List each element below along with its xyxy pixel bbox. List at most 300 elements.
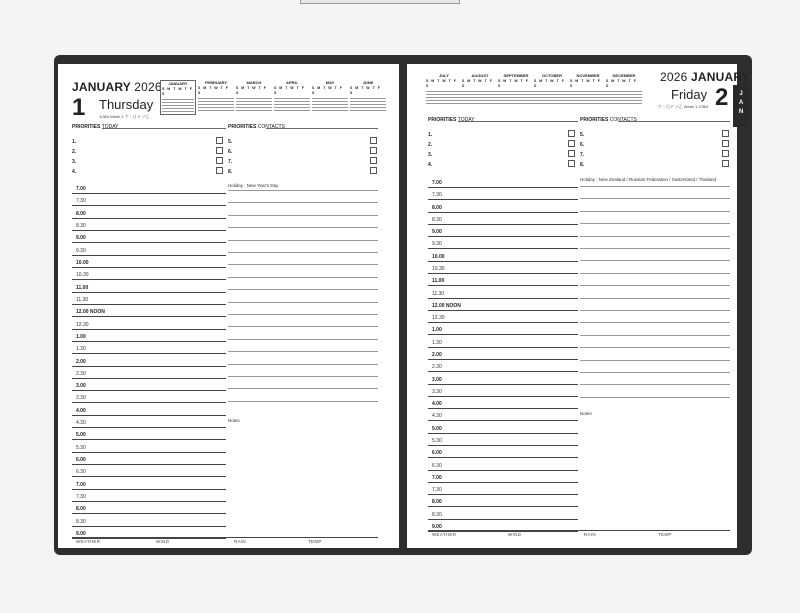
time-label: 11.00	[432, 278, 445, 285]
time-label: 7.30	[76, 494, 86, 501]
mini-calendar-dates	[498, 94, 534, 95]
appointment-line[interactable]	[428, 445, 578, 446]
priority-number: 3.	[72, 159, 77, 165]
mini-calendar-dates	[350, 104, 386, 105]
appointment-line[interactable]	[72, 353, 226, 354]
priority-checkbox[interactable]	[216, 167, 223, 174]
time-label: 8.00	[76, 506, 86, 513]
appointment-line[interactable]	[428, 334, 578, 335]
priorities-label: PRIORITIES	[428, 117, 458, 123]
notes-line[interactable]	[228, 326, 378, 327]
appointment-line[interactable]	[428, 408, 578, 409]
appointment-line[interactable]	[72, 279, 226, 280]
mini-calendar	[462, 73, 498, 106]
priority-number: 4.	[72, 169, 77, 175]
notes-line[interactable]	[580, 248, 730, 249]
priority-number: 7.	[580, 152, 585, 158]
appointment-line[interactable]	[72, 501, 226, 502]
day-info: 1/364 Week 1 ケ・日 F ソ乙	[99, 114, 150, 119]
appointment-line[interactable]	[428, 420, 578, 421]
time-label: 2.30	[76, 370, 86, 377]
mini-calendar-dates	[426, 100, 462, 101]
appointment-line[interactable]	[72, 230, 226, 231]
mini-calendar-month: SEPTEMBER	[503, 73, 529, 78]
month-name: JANUARY	[691, 70, 751, 84]
mini-calendar	[570, 73, 606, 106]
footer-rain-label: RAIN	[584, 532, 596, 537]
time-label: 5.00	[76, 432, 86, 439]
notes-line[interactable]	[228, 227, 378, 228]
appointment-line[interactable]	[72, 415, 226, 416]
section-rule	[266, 128, 378, 129]
time-label: 2.30	[432, 364, 442, 371]
mini-calendar	[426, 73, 462, 106]
mini-calendar-dates	[426, 103, 462, 104]
time-label: 6.00	[432, 450, 442, 457]
mini-calendar	[312, 80, 348, 113]
mini-calendar-month: JANUARY	[168, 81, 188, 86]
priority-number: 2.	[428, 142, 433, 148]
notes-line[interactable]	[228, 264, 378, 265]
time-label: 11.30	[76, 296, 89, 303]
priority-number: 1.	[72, 139, 77, 145]
time-label: 9.30	[76, 247, 86, 254]
appointment-line[interactable]	[428, 371, 578, 372]
time-label: 3.00	[432, 376, 442, 383]
notes-line[interactable]	[580, 260, 730, 261]
notes-line[interactable]	[580, 223, 730, 224]
priority-checkbox[interactable]	[722, 160, 729, 167]
appointment-line[interactable]	[428, 359, 578, 360]
mini-calendar-dates	[162, 108, 194, 109]
appointment-line[interactable]	[72, 390, 226, 391]
mini-calendar-dates	[462, 94, 498, 95]
mini-calendar-month: JULY	[439, 73, 449, 78]
appointment-line[interactable]	[72, 255, 226, 256]
notes-line[interactable]	[580, 298, 730, 299]
mini-calendar-month: OCTOBER	[542, 73, 562, 78]
mini-calendar-dates	[162, 102, 194, 103]
mini-calendar-dates	[534, 94, 570, 95]
time-label: 9.00	[76, 235, 86, 242]
notes-line[interactable]	[580, 198, 730, 199]
appointment-line[interactable]	[72, 402, 226, 403]
mini-calendar-weekdays: S M T W T F S	[198, 86, 229, 95]
notes-line[interactable]	[580, 397, 730, 398]
priority-checkbox[interactable]	[370, 167, 377, 174]
day-name: Friday	[671, 87, 708, 102]
time-label: 8.30	[432, 511, 442, 518]
mini-calendar-dates	[162, 111, 194, 112]
notes-line[interactable]	[228, 351, 378, 352]
notes-line[interactable]	[580, 322, 730, 323]
mini-calendar	[274, 80, 310, 113]
mini-calendar-dates	[312, 101, 348, 102]
footer-weather-label: WEATHER	[432, 532, 457, 537]
appointment-line[interactable]	[428, 236, 578, 237]
time-label: 8.30	[432, 216, 442, 223]
priority-number: 1.	[428, 132, 433, 138]
appointment-line[interactable]	[72, 427, 226, 428]
appointment-line[interactable]	[428, 212, 578, 213]
section-rule	[458, 121, 578, 122]
priority-checkbox[interactable]	[722, 140, 729, 147]
mini-calendar-dates	[426, 97, 462, 98]
mini-calendar-dates	[236, 110, 272, 111]
time-label: 6.00	[76, 457, 86, 464]
appointment-line[interactable]	[428, 506, 578, 507]
mini-calendar-dates	[462, 97, 498, 98]
page-edge-strip	[300, 0, 460, 4]
appointment-line[interactable]	[72, 513, 226, 514]
holiday-note: Holiday : New Year's Day	[228, 183, 279, 188]
mini-calendar-dates	[274, 104, 310, 105]
time-label: 7.00	[76, 186, 86, 192]
time-label: 10.00	[432, 253, 445, 260]
appointment-line[interactable]	[428, 187, 578, 188]
priorities-contacts-header	[228, 124, 285, 130]
appointment-line[interactable]	[428, 457, 578, 458]
priorities-sub: CONTACTS	[609, 117, 637, 123]
priority-number: 6.	[580, 142, 585, 148]
mini-calendar-dates	[498, 103, 534, 104]
time-label: 12.00 NOON	[76, 309, 105, 316]
mini-calendar-weekdays: S M T W T F S	[498, 79, 529, 88]
priority-number: 6.	[228, 149, 233, 155]
priority-number: 5.	[228, 139, 233, 145]
appointment-line[interactable]	[428, 248, 578, 249]
mini-calendar-dates	[350, 98, 386, 99]
mini-calendar-dates	[312, 110, 348, 111]
appointment-line[interactable]	[72, 316, 226, 317]
time-label: 2.00	[76, 358, 86, 365]
diary-cover	[54, 55, 752, 555]
notes-line[interactable]	[228, 302, 378, 303]
time-label: 8.00	[432, 499, 442, 506]
appointment-line[interactable]	[428, 285, 578, 286]
mini-calendar-dates	[274, 98, 310, 99]
mini-calendar-dates	[498, 97, 534, 98]
mini-calendar-month: JUNE	[362, 80, 374, 85]
time-label: 12.30	[432, 315, 445, 322]
priority-checkbox[interactable]	[722, 150, 729, 157]
mini-calendar-dates	[274, 110, 310, 111]
priority-checkbox[interactable]	[370, 137, 377, 144]
mini-calendar	[498, 73, 534, 106]
priority-number: 7.	[228, 159, 233, 165]
priorities-sub: CONTACTS	[257, 124, 285, 130]
notes-line[interactable]	[228, 364, 378, 365]
appointment-line[interactable]	[72, 366, 226, 367]
time-label: 3.00	[76, 383, 86, 390]
priority-number: 4.	[428, 162, 433, 168]
mini-calendar-weekdays: S M T W T F S	[236, 86, 267, 95]
mini-calendar-month: MAY	[325, 80, 335, 85]
time-label: 5.30	[432, 438, 442, 444]
appointment-line[interactable]	[428, 494, 578, 495]
mini-calendar-dates	[236, 98, 272, 99]
mini-calendar-dates	[606, 91, 642, 92]
notes-line[interactable]	[228, 190, 378, 191]
appointment-line[interactable]	[72, 193, 226, 194]
month-year-heading	[72, 80, 162, 94]
mini-calendar-dates	[462, 91, 498, 92]
notes-line[interactable]	[228, 252, 378, 253]
tab-letter: A	[738, 100, 744, 106]
appointment-line[interactable]	[72, 242, 226, 243]
time-label: 8.30	[76, 222, 86, 229]
mini-calendar-dates	[534, 100, 570, 101]
notes-line[interactable]	[580, 360, 730, 361]
mini-calendar-month: FEBRUARY	[204, 80, 228, 85]
time-label: 1.00	[432, 327, 442, 334]
appointment-line[interactable]	[428, 396, 578, 397]
mini-calendar-weekdays: S M T W T F S	[426, 79, 457, 88]
appointment-line[interactable]	[72, 452, 226, 453]
mini-calendar-dates	[462, 100, 498, 101]
appointment-line[interactable]	[428, 298, 578, 299]
mini-calendar-month: APRIL	[286, 80, 298, 85]
time-label: 9.00	[76, 531, 86, 537]
appointment-line[interactable]	[72, 292, 226, 293]
section-rule	[618, 121, 730, 122]
mini-calendar-dates	[534, 97, 570, 98]
mini-calendar-dates	[198, 104, 234, 105]
time-label: 4.30	[76, 420, 86, 427]
notes-line[interactable]	[580, 236, 730, 237]
time-label: 7.30	[432, 487, 442, 494]
priority-checkbox[interactable]	[370, 157, 377, 164]
mini-calendar-dates	[606, 94, 642, 95]
notes-line[interactable]	[228, 376, 378, 377]
notes-line[interactable]	[580, 211, 730, 212]
footer-weather-label: WEATHER	[76, 539, 101, 544]
appointment-line[interactable]	[428, 224, 578, 225]
mini-calendar-dates	[162, 105, 194, 106]
day-name: Thursday	[99, 97, 154, 112]
appointment-line[interactable]	[72, 439, 226, 440]
time-label: 10.30	[76, 272, 89, 279]
time-label: 8.00	[76, 210, 86, 217]
mini-calendar	[606, 73, 642, 106]
priority-checkbox[interactable]	[568, 140, 575, 147]
notes-line[interactable]	[580, 335, 730, 336]
mini-calendar-weekdays: S M T W T F S	[274, 86, 305, 95]
notes-line[interactable]	[228, 202, 378, 203]
time-label: 4.00	[76, 407, 86, 414]
mini-calendar-dates	[274, 107, 310, 108]
mini-calendar-dates	[236, 101, 272, 102]
appointment-line[interactable]	[428, 273, 578, 274]
mini-calendar-dates	[198, 98, 234, 99]
notes-line[interactable]	[580, 285, 730, 286]
time-label: 1.30	[432, 339, 442, 346]
appointment-line[interactable]	[72, 464, 226, 465]
priorities-label: PRIORITIES	[228, 124, 258, 130]
time-label: 5.00	[432, 425, 442, 432]
time-label: 3.30	[432, 388, 442, 395]
priority-number: 8.	[580, 162, 585, 168]
appointment-line[interactable]	[72, 476, 226, 477]
footer-wind-label: WIND	[156, 539, 170, 544]
mini-calendar	[350, 80, 386, 113]
mini-calendar-month: DECEMBER	[612, 73, 636, 78]
holiday-note: Holiday : New Zealand / Russian Federation / Switzerland / Thailand	[580, 177, 716, 182]
notes-line[interactable]	[228, 314, 378, 315]
appointment-line[interactable]	[428, 310, 578, 311]
appointment-line[interactable]	[428, 322, 578, 323]
mini-calendar-dates	[312, 98, 348, 99]
notes-label: Notes	[580, 411, 592, 416]
priority-checkbox[interactable]	[722, 130, 729, 137]
month-tab[interactable]	[733, 85, 749, 127]
notes-line[interactable]	[580, 372, 730, 373]
mini-calendar-dates	[498, 91, 534, 92]
day-number: 1	[72, 94, 86, 121]
mini-calendar-dates	[274, 101, 310, 102]
appointment-line[interactable]	[428, 347, 578, 348]
mini-calendar-dates	[606, 100, 642, 101]
mini-calendar-month: NOVEMBER	[576, 73, 600, 78]
year: 2026	[660, 70, 688, 84]
mini-calendar-dates	[570, 100, 606, 101]
appointment-line[interactable]	[428, 482, 578, 483]
tab-letter: N	[738, 109, 744, 115]
appointment-line[interactable]	[72, 267, 226, 268]
priority-checkbox[interactable]	[216, 147, 223, 154]
time-label: 8.00	[432, 204, 442, 211]
priority-checkbox[interactable]	[216, 157, 223, 164]
time-label: 5.30	[76, 444, 86, 451]
mini-calendar-dates	[606, 97, 642, 98]
mini-calendar	[534, 73, 570, 106]
mini-calendar-weekdays: S M T W T F S	[312, 86, 343, 95]
mini-calendar-weekdays: S M T W T F S	[462, 79, 493, 88]
mini-calendar-dates	[570, 103, 606, 104]
priority-checkbox[interactable]	[568, 150, 575, 157]
time-label: 6.30	[76, 469, 86, 476]
priorities-label: PRIORITIES	[580, 117, 610, 123]
notes-line[interactable]	[228, 339, 378, 340]
mini-calendar-dates	[198, 101, 234, 102]
mini-calendar-weekdays: S M T W T F S	[350, 86, 381, 95]
notes-line[interactable]	[228, 215, 378, 216]
section-rule	[102, 128, 226, 129]
appointment-line[interactable]	[428, 384, 578, 385]
footer-temp-label: TEMP	[308, 539, 322, 544]
priorities-label: PRIORITIES	[72, 124, 102, 130]
appointment-line[interactable]	[428, 470, 578, 471]
mini-calendar-dates	[350, 101, 386, 102]
priority-number: 3.	[428, 152, 433, 158]
mini-calendar-dates	[570, 97, 606, 98]
mini-calendar-weekdays: S M T W T F S	[570, 79, 601, 88]
mini-calendar-dates	[498, 100, 534, 101]
notes-line[interactable]	[580, 384, 730, 385]
appointment-line[interactable]	[72, 341, 226, 342]
time-label: 3.30	[76, 395, 86, 402]
time-label: 12.30	[76, 321, 89, 328]
appointment-line[interactable]	[72, 378, 226, 379]
footer-temp-label: TEMP	[658, 532, 672, 537]
mini-calendar-dates	[162, 99, 194, 100]
priority-number: 5.	[580, 132, 585, 138]
time-label: 4.30	[432, 413, 442, 420]
time-label: 8.30	[76, 518, 86, 525]
notes-line[interactable]	[580, 186, 730, 187]
time-label: 7.00	[76, 481, 86, 488]
mini-calendar-weekdays: S M T W T F S	[162, 87, 193, 96]
priority-checkbox[interactable]	[568, 130, 575, 137]
mini-calendar-dates	[534, 103, 570, 104]
footer-rule	[428, 530, 730, 531]
time-label: 7.00	[432, 180, 442, 186]
time-label: 12.00 NOON	[432, 302, 461, 309]
time-label: 4.00	[432, 401, 442, 408]
notes-line[interactable]	[228, 240, 378, 241]
mini-calendar-month: MARCH	[246, 80, 262, 85]
appointment-line[interactable]	[72, 304, 226, 305]
notes-line[interactable]	[228, 289, 378, 290]
mini-calendar-dates	[534, 91, 570, 92]
time-label: 10.30	[432, 266, 445, 272]
mini-calendar-dates	[570, 91, 606, 92]
notes-line[interactable]	[228, 277, 378, 278]
mini-calendar-dates	[198, 107, 234, 108]
year: 2026	[134, 80, 162, 94]
footer-rain-label: RAIN	[234, 539, 246, 544]
appointment-line[interactable]	[72, 526, 226, 527]
time-label: 9.00	[432, 229, 442, 236]
appointment-line[interactable]	[428, 519, 578, 520]
time-label: 6.30	[432, 462, 442, 469]
mini-calendar	[198, 80, 234, 113]
mini-calendar-dates	[426, 94, 462, 95]
mini-calendar	[160, 80, 196, 115]
mini-calendar-weekdays: S M T W T F S	[534, 79, 565, 88]
mini-calendar-dates	[462, 103, 498, 104]
appointment-line[interactable]	[72, 205, 226, 206]
notes-line[interactable]	[580, 310, 730, 311]
footer-wind-label: WIND	[508, 532, 522, 537]
time-label: 9.00	[432, 524, 442, 530]
mini-calendar-dates	[350, 110, 386, 111]
priority-checkbox[interactable]	[216, 137, 223, 144]
footer-rule	[72, 537, 378, 538]
notes-line[interactable]	[580, 347, 730, 348]
notes-line[interactable]	[228, 388, 378, 389]
mini-calendar-dates	[570, 94, 606, 95]
notes-line[interactable]	[228, 401, 378, 402]
appointment-line[interactable]	[428, 199, 578, 200]
notes-line[interactable]	[580, 273, 730, 274]
time-label: 7.30	[432, 192, 442, 199]
time-label: 1.00	[76, 333, 86, 340]
appointment-line[interactable]	[72, 489, 226, 490]
priority-checkbox[interactable]	[568, 160, 575, 167]
appointment-line[interactable]	[72, 329, 226, 330]
priority-checkbox[interactable]	[370, 147, 377, 154]
priorities-today-header	[428, 117, 475, 123]
appointment-line[interactable]	[72, 218, 226, 219]
month-year-heading	[660, 70, 750, 84]
mini-calendar-dates	[312, 107, 348, 108]
appointment-line[interactable]	[428, 261, 578, 262]
month-name: JANUARY	[72, 80, 131, 94]
time-label: 1.30	[76, 346, 86, 353]
appointment-line[interactable]	[428, 433, 578, 434]
priority-number: 8.	[228, 169, 233, 175]
